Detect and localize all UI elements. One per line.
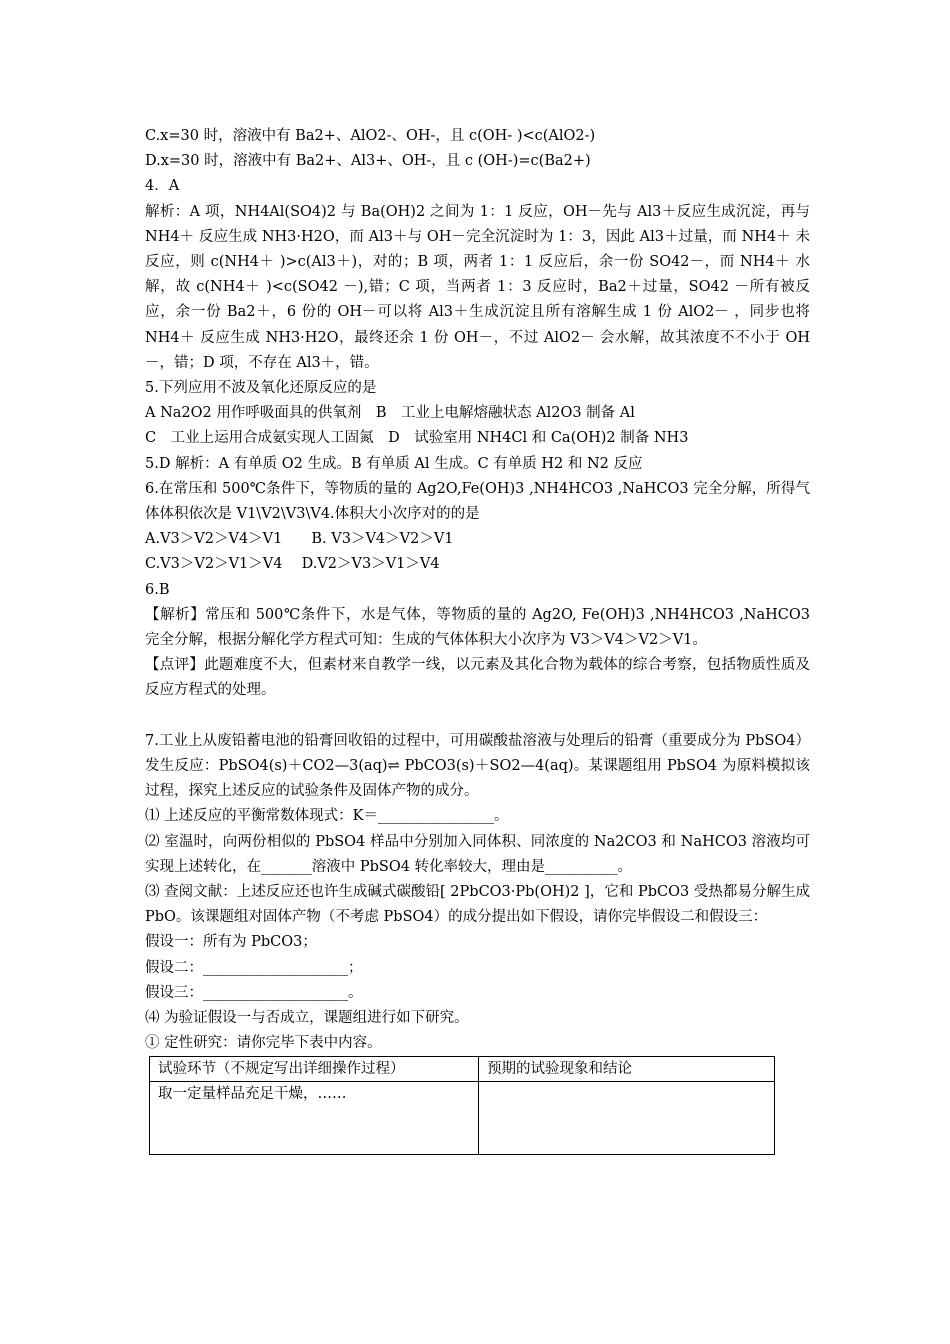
analysis-4: 解析：A 项，NH4Al(SO4)2 与 Ba(OH)2 之间为 1：1 反应，OH－先与 Al3＋反应生成沉淀，再与 NH4＋ 反应生成 NH3·H2O，而 Al3＋与 OH－完全沉淀时为 1：3，因此 Al3＋过量，而 NH4＋ 未反应，则 c(NH4＋ )>c(Al3＋)，对的；B 项，两者 1：1 反应后，余一份 SO42－，而 NH4＋ 水解，故 c(NH4＋ )<c(SO42 －),错；C 项，当两者 1：3 反应时，Ba2＋过量，SO42 －所有被反应，余一份 Ba2＋，6 份的 OH－可以将 Al3＋生成沉淀且所有溶解生成 1 份 AlO2－ ，同步也将 NH4＋ 反应生成 NH3·H2O，最终还余 1 份 OH－，不过 AlO2－ 会水解，故其浓度不不小于 OH－，错；D 项，不存在 Al3＋，错。 — [145, 203, 810, 371]
question-6: 6.在常压和 500℃条件下，等物质的量的 Ag2O,Fe(OH)3 ,NH4HCO3 ,NaHCO3 完全分解，所得气体体积依次是 V1\V2\V3\V4.体积大小次序对的的是 — [145, 480, 810, 522]
question-5-options-ab: A Na2O2 用作呼吸面具的供氧剂 B 工业上电解熔融状态 Al2O3 制备 Al — [145, 405, 635, 422]
question-7-part-2: ⑵ 室温时，向两份相似的 PbSO4 样品中分别加入同体积、同浓度的 Na2CO3 和 NaHCO3 溶液均可实现上述转化，在_______溶液中 PbSO4 转化率较大，理由是__________。 — [145, 833, 810, 875]
question-6-options-ab: A.V3＞V2＞V4＞V1 B. V3＞V4＞V2＞V1 — [145, 531, 454, 548]
hypothesis-1: 假设一：所有为 PbCO3； — [145, 934, 317, 951]
option-d-line: D.x=30 时，溶液中有 Ba2+、Al3+、OH-，且 c (OH-)=c(Ba2+) — [145, 153, 591, 170]
answer-4: 4．A — [145, 178, 180, 195]
comment-6: 【点评】此题难度不大，但素材来自教学一线，以元素及其化合物为载体的综合考察，包括物质性质及反应方程式的处理。 — [145, 657, 810, 699]
table-cell-step: 取一定量样品充足干燥，…… — [150, 1082, 479, 1155]
hypothesis-2: 假设二：____________________； — [145, 959, 363, 976]
table-cell-result — [479, 1082, 775, 1155]
analysis-6: 【解析】常压和 500℃条件下，水是气体，等物质的量的 Ag2O, Fe(OH)3 ,NH4HCO3 ,NaHCO3 完全分解，根据分解化学方程式可知：生成的气体体积大小次序为 V3＞V4＞V2＞V1。 — [145, 606, 810, 648]
question-7: 7.工业上从废铅蓄电池的铅膏回收铅的过程中，可用碳酸盐溶液与处理后的铅膏（重要成分为 PbSO4）发生反应：PbSO4(s)＋CO2—3(aq)⇌ PbCO3(s)＋SO2—4(aq)。某课题组用 PbSO4 为原料模拟该过程，探究上述反应的试验条件及固体产物的成分。 — [145, 732, 810, 800]
answer-5: 5.D 解析：A 有单质 O2 生成。B 有单质 Al 生成。C 有单质 H2 和 N2 反应 — [145, 455, 643, 472]
question-5: 5.下列应用不波及氧化还原反应的是 — [145, 379, 377, 396]
question-5-options-cd: C 工业上运用合成氨实现人工固氮 D 试验室用 NH4Cl 和 Ca(OH)2 制备 NH3 — [145, 430, 689, 447]
option-c-line: C.x=30 时，溶液中有 Ba2+、AlO2-、OH-，且 c(OH- )<c(AlO2-) — [145, 128, 596, 144]
experiment-table — [149, 1056, 775, 1155]
answer-6: 6.B — [145, 581, 170, 598]
question-7-part-1: ⑴ 上述反应的平衡常数体现式：K＝________________。 — [145, 808, 509, 825]
question-7-part-3: ⑶ 查阅文献：上述反应还也许生成碱式碳酸铅[ 2PbCO3·Pb(OH)2 ]，它和 PbCO3 受热都易分解生成 PbO。该课题组对固体产物（不考虑 PbSO4）的成分提出如下假设，请你完毕假设二和假设三： — [145, 883, 810, 926]
question-7-part-4: ⑷ 为验证假设一与否成立，课题组进行如下研究。 — [145, 1009, 469, 1026]
document-page — [145, 124, 810, 1155]
table-row — [150, 1082, 775, 1155]
hypothesis-3: 假设三：____________________。 — [145, 984, 363, 1001]
question-6-options-cd: C.V3＞V2＞V1＞V4 D.V2＞V3＞V1＞V4 — [145, 556, 440, 573]
table-header-row — [150, 1057, 775, 1082]
blank-spacer — [145, 704, 810, 729]
qualitative-study-line: ① 定性研究：请你完毕下表中内容。 — [145, 1035, 382, 1052]
table-header-results: 预期的试验现象和结论 — [479, 1057, 775, 1082]
table-header-steps: 试验环节（不规定写出详细操作过程） — [150, 1057, 479, 1082]
